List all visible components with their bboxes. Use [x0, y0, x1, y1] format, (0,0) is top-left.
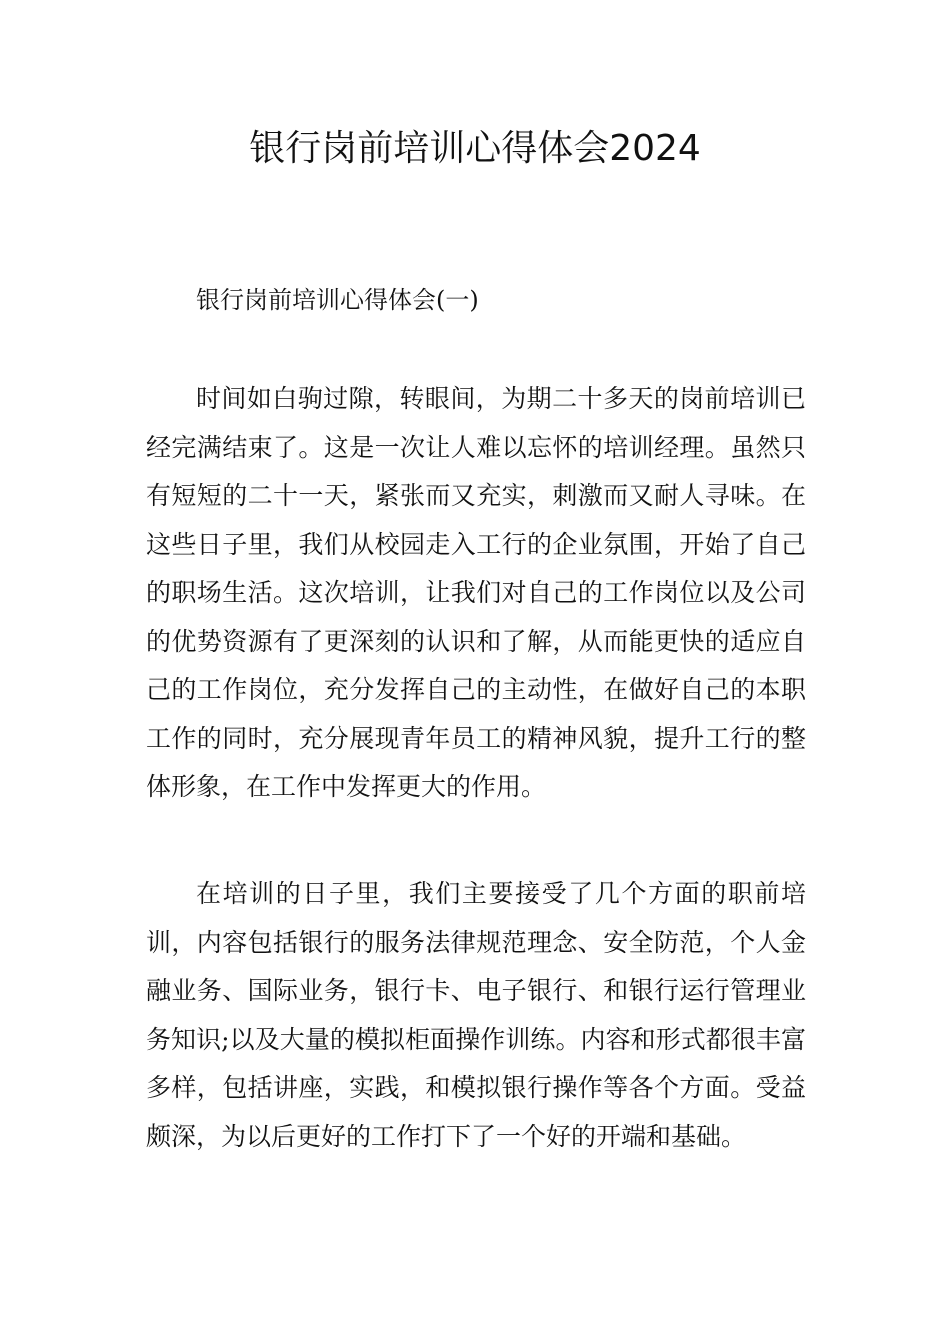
- document-title: 银行岗前培训心得体会2024: [249, 128, 701, 169]
- section-heading: 银行岗前培训心得体会(一): [196, 286, 479, 314]
- body-paragraph-2: 在培训的日子里，我们主要接受了几个方面的职前培训，内容包括银行的服务法律规范理念、安全防范，个人金融业务、国际业务，银行卡、电子银行、和银行运行管理业务知识;以及大量的模拟柜面操作训练。内容和形式都很丰富多样，包括讲座，实践，和模拟银行操作等各个方面。受益颇深，为以后更好的工作打下了一个好的开端和基础。: [146, 879, 806, 1151]
- body-paragraph-1: 时间如白驹过隙，转眼间，为期二十多天的岗前培训已经完满结束了。这是一次让人难以忘怀的培训经理。虽然只有短短的二十一天，紧张而又充实，刺激而又耐人寻味。在这些日子里，我们从校园走入工行的企业氛围，开始了自己的职场生活。这次培训，让我们对自己的工作岗位以及公司的优势资源有了更深刻的认识和了解，从而能更快的适应自己的工作岗位，充分发挥自己的主动性，在做好自己的本职工作的同时，充分展现青年员工的精神风貌，提升工行的整体形象，在工作中发挥更大的作用。: [146, 384, 806, 801]
